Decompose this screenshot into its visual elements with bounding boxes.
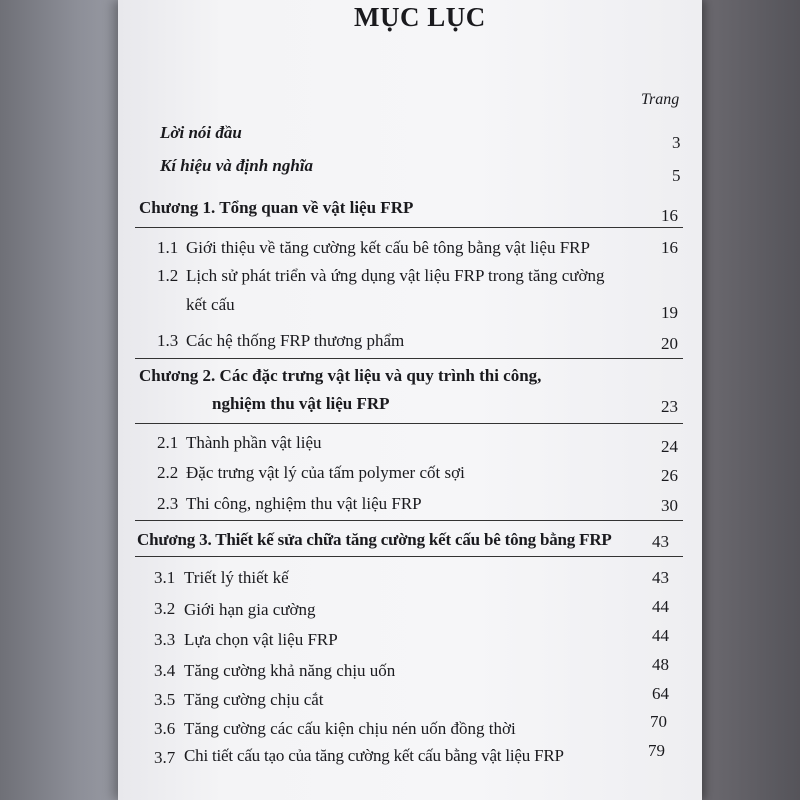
toc-section-number: 3.5 — [154, 690, 176, 709]
toc-chapter-2: Chương 2. Các đặc trưng vật liệu và quy trình thi công, — [139, 366, 542, 385]
toc-section-page: 44 — [652, 597, 669, 616]
background-left — [0, 0, 130, 800]
toc-section-title: Thành phần vật liệu — [186, 433, 322, 452]
toc-section-number: 2.2 — [157, 463, 179, 482]
toc-section-page: 64 — [652, 684, 669, 703]
toc-section-number: 3.2 — [154, 599, 176, 618]
toc-page-notation: 5 — [672, 166, 681, 185]
toc-section-number: 3.7 — [154, 748, 176, 767]
toc-section-number: 2.1 — [157, 433, 179, 452]
divider — [135, 556, 683, 557]
toc-section-title: Tăng cường các cấu kiện chịu nén uốn đồng thời — [184, 719, 516, 738]
toc-section-title: Lựa chọn vật liệu FRP — [184, 630, 338, 649]
toc-section-number: 3.1 — [154, 568, 176, 587]
toc-section-page: 20 — [661, 334, 678, 353]
toc-chapter-1-page: 16 — [661, 206, 678, 225]
toc-section-title: Giới hạn gia cường — [184, 600, 316, 619]
toc-chapter-1: Chương 1. Tổng quan về vật liệu FRP — [139, 198, 414, 217]
toc-section-title: Tăng cường khả năng chịu uốn — [184, 661, 396, 680]
toc-section-page: 79 — [648, 741, 665, 760]
toc-section-page: 43 — [652, 568, 669, 587]
toc-section-title: Các hệ thống FRP thương phẩm — [186, 331, 405, 350]
toc-section-page: 19 — [661, 303, 678, 322]
toc-section-number: 3.4 — [154, 661, 176, 680]
divider — [135, 423, 683, 424]
toc-chapter-2-continued: nghiệm thu vật liệu FRP — [212, 394, 390, 413]
toc-section-title: Giới thiệu về tăng cường kết cấu bê tông bằng vật liệu FRP — [186, 238, 590, 257]
toc-section-page: 70 — [650, 712, 667, 731]
toc-section-title: Thi công, nghiệm thu vật liệu FRP — [186, 494, 422, 513]
divider — [135, 358, 683, 359]
toc-section-number: 3.3 — [154, 630, 176, 649]
toc-chapter-3: Chương 3. Thiết kế sửa chữa tăng cường kết cấu bê tông bằng FRP — [137, 530, 612, 549]
toc-section-number: 1.3 — [157, 331, 179, 350]
divider — [135, 520, 683, 521]
toc-section-title: Đặc trưng vật lý của tấm polymer cốt sợi — [186, 463, 465, 482]
divider — [135, 227, 683, 228]
toc-page-preface: 3 — [672, 133, 681, 152]
toc-section-title: Tăng cường chịu cắt — [184, 690, 324, 709]
toc-section-title: Triết lý thiết kế — [184, 568, 289, 587]
toc-section-page: 24 — [661, 437, 678, 456]
page-column-header: Trang — [641, 91, 680, 108]
toc-section-title: Lịch sử phát triển và ứng dụng vật liệu FRP trong tăng cường — [186, 266, 605, 285]
page-title: MỤC LỤC — [354, 2, 486, 32]
toc-section-page: 44 — [652, 626, 669, 645]
toc-section-number: 1.1 — [157, 238, 179, 257]
background-right — [698, 0, 800, 800]
toc-entry-preface: Lời nói đầu — [160, 123, 242, 142]
toc-chapter-3-page: 43 — [652, 532, 669, 551]
toc-section-title-continued: kết cấu — [186, 295, 235, 314]
toc-section-number: 1.2 — [157, 266, 179, 285]
toc-section-page: 26 — [661, 466, 678, 485]
toc-section-number: 2.3 — [157, 494, 179, 513]
toc-entry-notation: Kí hiệu và định nghĩa — [160, 156, 314, 175]
toc-section-page: 30 — [661, 496, 678, 515]
toc-section-title: Chi tiết cấu tạo của tăng cường kết cấu bằng vật liệu FRP — [184, 746, 564, 765]
toc-section-page: 16 — [661, 238, 678, 257]
toc-section-page: 48 — [652, 655, 669, 674]
toc-chapter-2-page: 23 — [661, 397, 678, 416]
toc-section-number: 3.6 — [154, 719, 176, 738]
